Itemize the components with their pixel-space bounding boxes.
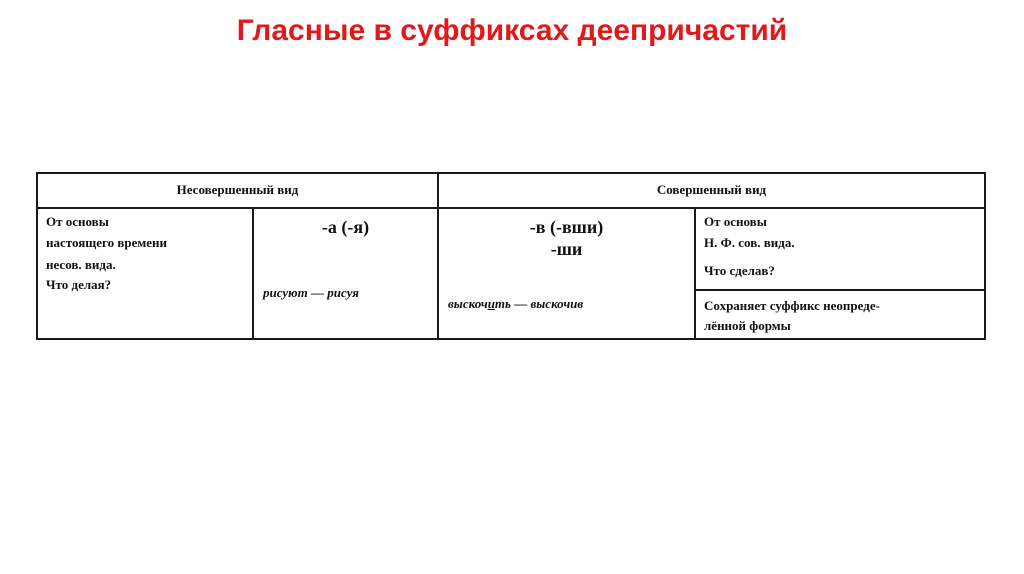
- header-divider: [36, 207, 986, 209]
- perfective-suffix-line-1: -в (-вши): [529, 217, 604, 237]
- imperfective-suffix: -а (-я): [321, 217, 370, 237]
- table-right-border: [984, 172, 986, 340]
- perfective-col-divider: [694, 207, 696, 340]
- perfective-rule-line-1: От основы: [704, 214, 767, 229]
- imperfective-rule-line-4: Что делая?: [46, 277, 112, 292]
- suffix-table: [36, 172, 986, 340]
- perfective-example-rest: ть — выскочив: [494, 296, 584, 311]
- header-perfective: Совершенный вид: [656, 182, 767, 197]
- perfective-example-stressed-vowel: и: [487, 296, 495, 311]
- slide-title: Гласные в суффиксах деепричастий: [236, 14, 788, 47]
- perfective-note-line-1: Сохраняет суффикс неопреде-: [704, 298, 880, 313]
- imperfective-example: рисуют — рисуя: [263, 285, 359, 300]
- header-imperfective: Несовершенный вид: [176, 182, 299, 197]
- imperfective-rule-line-3: несов. вида.: [46, 257, 116, 272]
- perfective-rule-line-2: Н. Ф. сов. вида.: [704, 235, 795, 250]
- table-top-border: [36, 172, 986, 174]
- imperfective-rule-line-2: настоящего времени: [46, 235, 167, 250]
- table-bottom-border: [36, 338, 986, 340]
- perfective-note-line-2: лённой формы: [704, 318, 791, 333]
- perfective-example: [448, 296, 583, 312]
- perfective-suffix-line-2: -ши: [550, 239, 583, 259]
- perfective-inner-divider: [694, 289, 986, 291]
- perfective-rule-line-3: Что сделав?: [704, 263, 775, 278]
- perfective-example-stem: выскоч: [448, 296, 488, 311]
- imperfective-rule-line-1: От основы: [46, 214, 109, 229]
